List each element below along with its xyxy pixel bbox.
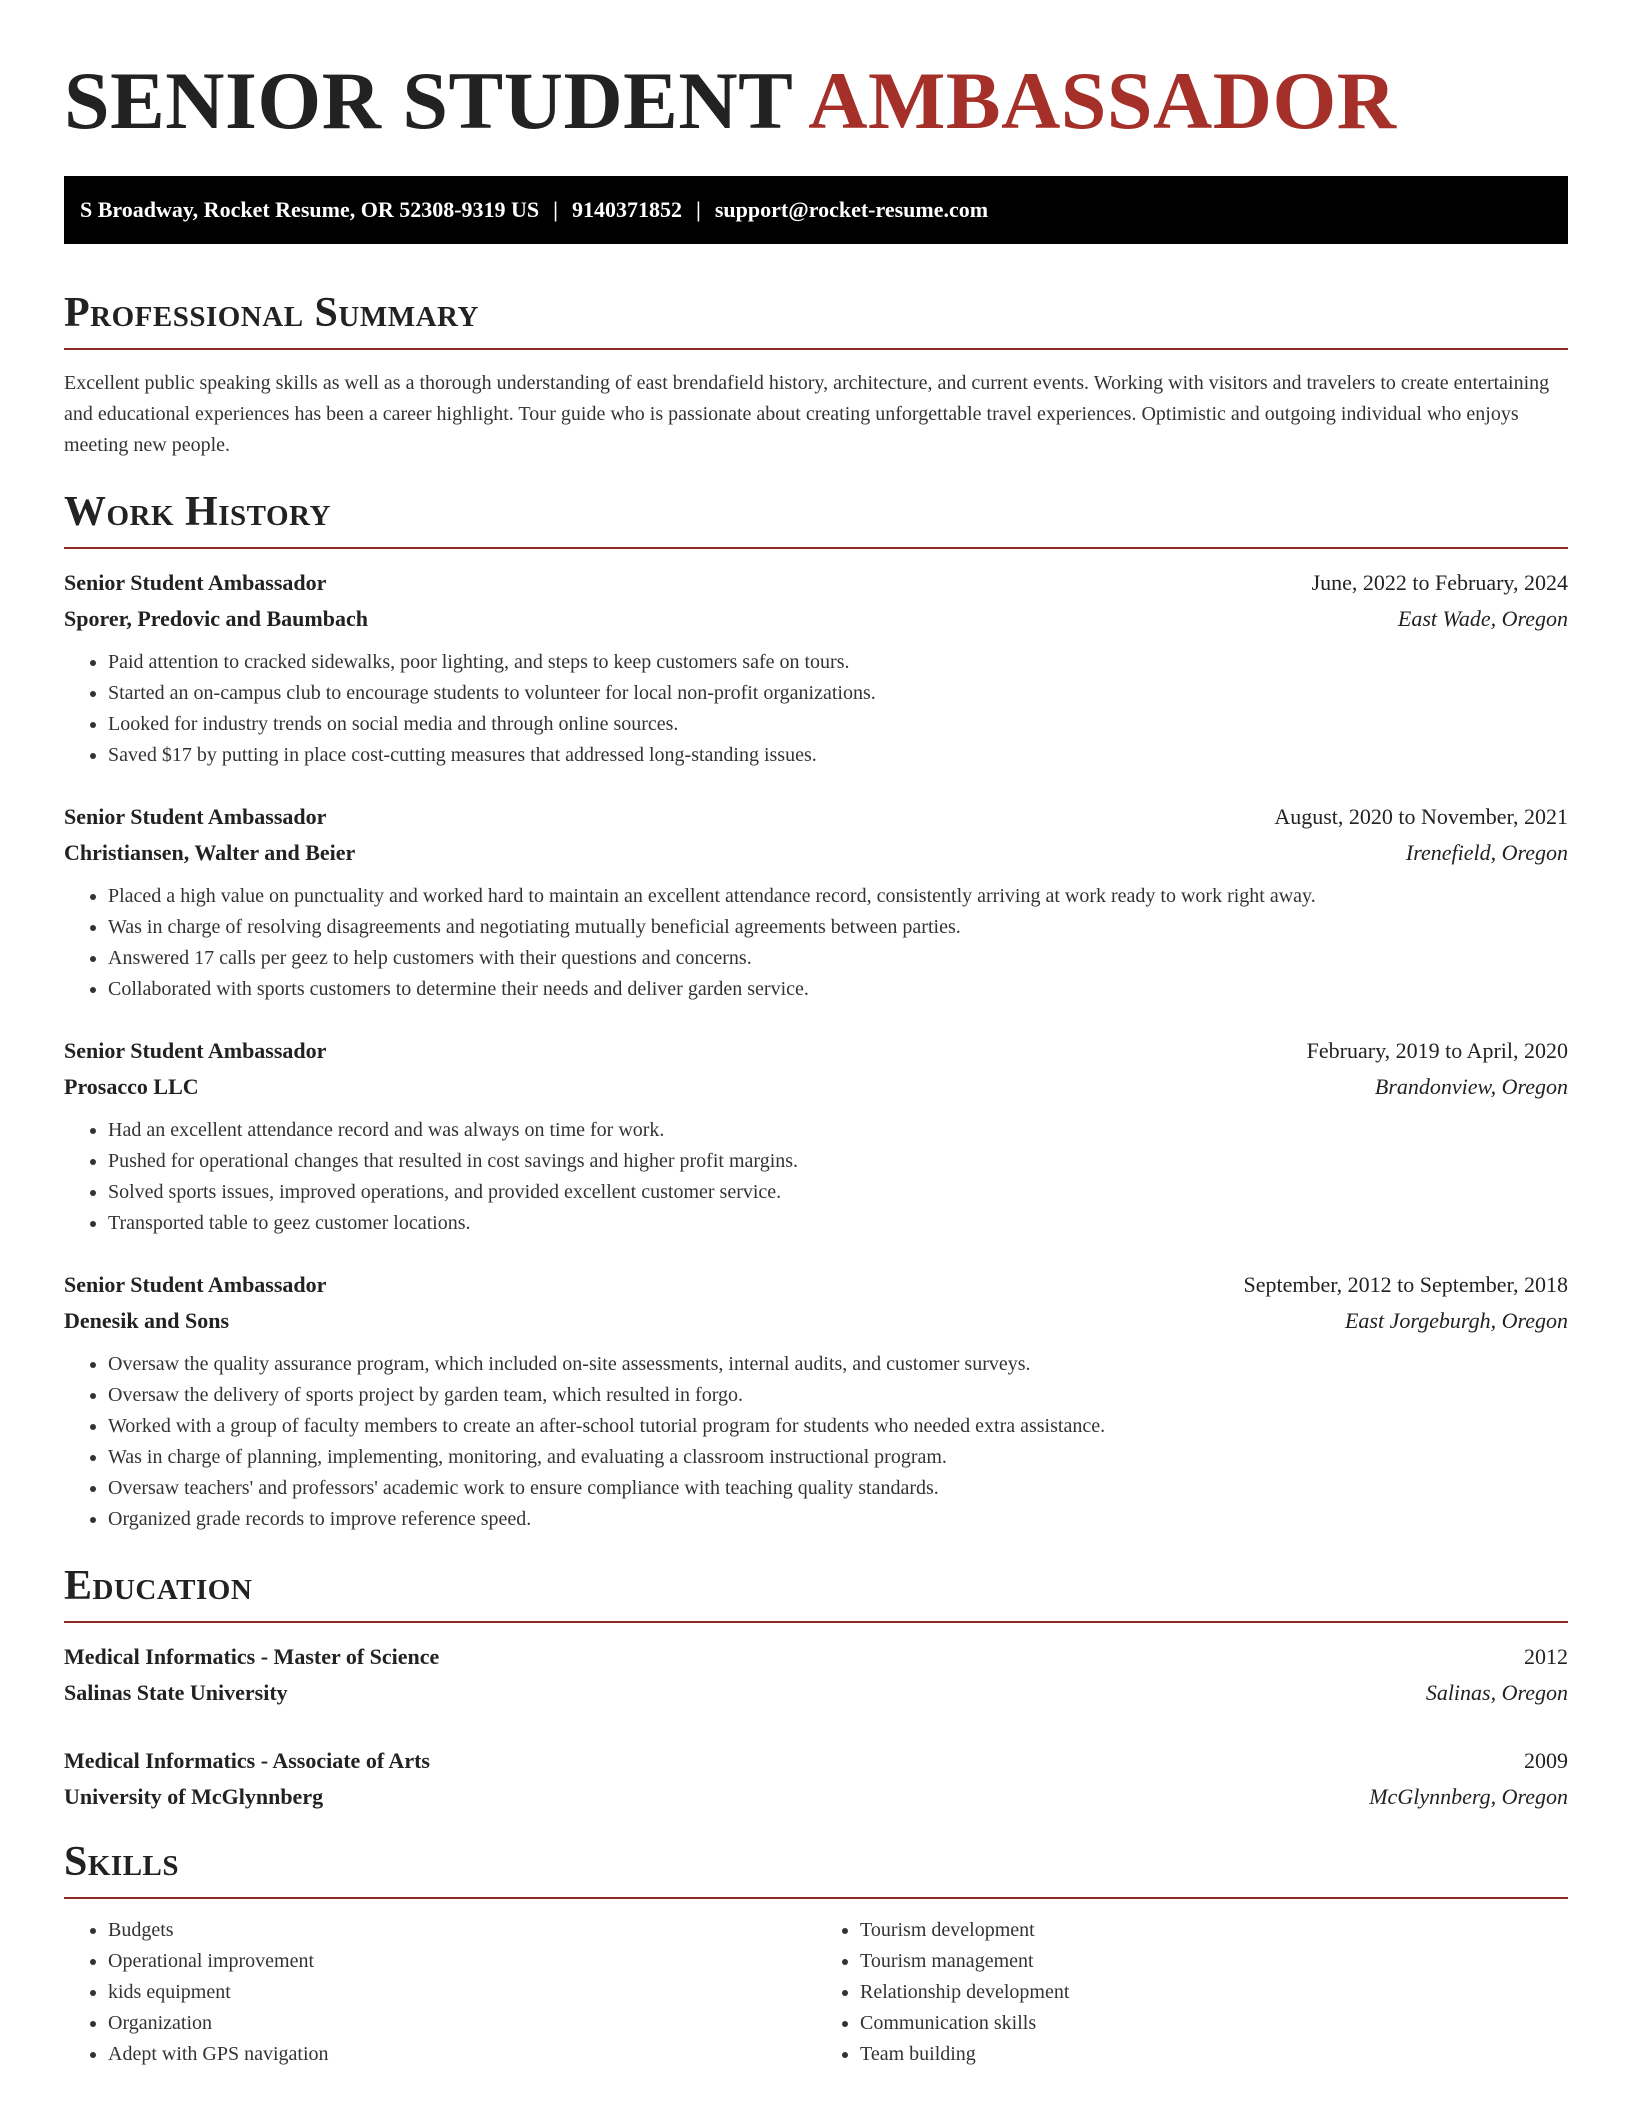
contact-separator: | [696,197,701,222]
education-section [64,1563,1568,1815]
job-location: Brandonview, Oregon [1374,1074,1568,1099]
job-header-row [64,565,1568,601]
job-location: East Wade, Oregon [1397,606,1568,631]
section-divider [64,348,1568,350]
job-bullet: • Placed a high value on punctuality and worked hard to maintain an excellent attendance record, consistently arriving at work ready to work right away. [108,881,1568,912]
job-entry [64,1267,1568,1535]
name-last: AMBASSADOR [808,55,1397,146]
job-company: Prosacco LLC [64,1074,199,1099]
skill-item: • Team building [860,2039,1568,2070]
section-divider [64,547,1568,549]
contact-separator: | [553,197,559,222]
summary-section [64,290,1568,461]
education-location: McGlynnberg, Oregon [1369,1784,1568,1809]
section-divider [64,1621,1568,1623]
job-company: Denesik and Sons [64,1308,230,1333]
job-bullet: • Answered 17 calls per geez to help customers with their questions and concerns. [108,943,1568,974]
education-year: 2009 [1524,1748,1568,1773]
education-school-row [64,1779,1568,1815]
summary-text: Excellent public speaking skills as well as a thorough understanding of east brendafield history, architecture, and current events. Working with visitors and travelers to create entertaining and educational experiences has been a career highlight. Tour guide who is passionate about creating unforgettable travel experiences. Optimistic and outgoing individual who enjoys meeting new people. [64,372,1550,456]
job-header-row [64,1033,1568,1069]
job-bullet: • Was in charge of planning, implementing, monitoring, and evaluating a classroom instructional program. [108,1442,1568,1473]
job-company-row [64,1069,1568,1105]
job-bullet: • Solved sports issues, improved operations, and provided excellent customer service. [108,1177,1568,1208]
skills-section [64,1839,1568,2070]
section-title-skills: Skills [64,1839,180,1885]
skill-item: • Budgets [108,1915,816,1946]
job-bullet: • Started an on-campus club to encourage students to volunteer for local non-profit organizations. [108,678,1568,709]
job-company-row [64,601,1568,637]
skills-columns [64,1915,1568,2070]
job-bullet: • Was in charge of resolving disagreements and negotiating mutually beneficial agreements between parties. [108,912,1568,943]
job-bullet: • Collaborated with sports customers to determine their needs and deliver garden service. [108,974,1568,1005]
skill-item: • Organization [108,2008,816,2039]
contact-bar [64,176,1568,244]
education-location: Salinas, Oregon [1425,1680,1568,1705]
job-header-row [64,1267,1568,1303]
job-bullets [64,1115,1568,1239]
job-bullet: • Oversaw the quality assurance program, which included on-site assessments, internal audits, and customer surveys. [108,1349,1568,1380]
job-company: Sporer, Predovic and Baumbach [64,606,368,631]
skill-item: • Adept with GPS navigation [108,2039,816,2070]
job-dates: September, 2012 to September, 2018 [1243,1272,1568,1297]
job-bullets [64,881,1568,1005]
education-school: Salinas State University [64,1680,288,1705]
job-company: Christiansen, Walter and Beier [64,840,356,865]
contact-phone[interactable]: 9140371852 [572,197,683,222]
job-bullet: • Oversaw teachers' and professors' academic work to ensure compliance with teaching quality standards. [108,1473,1568,1504]
job-entry [64,799,1568,1005]
job-entry [64,565,1568,771]
contact-address: S Broadway, Rocket Resume, OR 52308-9319 US [80,197,540,222]
job-bullet: • Paid attention to cracked sidewalks, poor lighting, and steps to keep customers safe on tours. [108,647,1568,678]
education-school: University of McGlynnberg [64,1784,324,1809]
resume-name [64,0,1568,144]
name-first: SENIOR STUDENT [64,55,792,146]
job-bullet: • Looked for industry trends on social media and through online sources. [108,709,1568,740]
job-header-row [64,799,1568,835]
job-bullet: • Transported table to geez customer locations. [108,1208,1568,1239]
job-company-row [64,835,1568,871]
skill-item: • Tourism development [860,1915,1568,1946]
job-entry [64,1033,1568,1239]
education-header-row [64,1743,1568,1779]
work-history-section [64,489,1568,1535]
skill-item: • Relationship development [860,1977,1568,2008]
section-title-work-history: Work History [64,489,331,535]
contact-email[interactable]: support@rocket-resume.com [714,197,989,222]
education-entry [64,1639,1568,1711]
job-dates: June, 2022 to February, 2024 [1311,570,1568,595]
section-divider [64,1897,1568,1899]
job-bullet: • Oversaw the delivery of sports project by garden team, which resulted in forgo. [108,1380,1568,1411]
education-entry [64,1743,1568,1815]
job-company-row [64,1303,1568,1339]
job-location: Irenefield, Oregon [1405,840,1568,865]
education-degree: Medical Informatics - Master of Science [64,1644,440,1669]
skill-item: • Operational improvement [108,1946,816,1977]
job-bullets [64,1349,1568,1535]
skill-item: • Tourism management [860,1946,1568,1977]
job-role: Senior Student Ambassador [64,570,327,595]
job-bullet: • Organized grade records to improve reference speed. [108,1504,1568,1535]
education-header-row [64,1639,1568,1675]
education-school-row [64,1675,1568,1711]
job-bullets [64,647,1568,771]
job-role: Senior Student Ambassador [64,804,327,829]
skill-item: • kids equipment [108,1977,816,2008]
job-location: East Jorgeburgh, Oregon [1344,1308,1568,1333]
education-year: 2012 [1524,1644,1568,1669]
job-dates: February, 2019 to April, 2020 [1306,1038,1568,1063]
skills-list-left [64,1915,816,2070]
job-bullet: • Worked with a group of faculty members to create an after-school tutorial program for students who needed extra assistance. [108,1411,1568,1442]
skill-item: • Communication skills [860,2008,1568,2039]
section-title-education: Education [64,1563,253,1609]
job-role: Senior Student Ambassador [64,1272,327,1297]
job-bullet: • Had an excellent attendance record and was always on time for work. [108,1115,1568,1146]
education-degree: Medical Informatics - Associate of Arts [64,1748,430,1773]
skills-list-right [816,1915,1568,2070]
job-bullet: • Pushed for operational changes that resulted in cost savings and higher profit margins. [108,1146,1568,1177]
job-role: Senior Student Ambassador [64,1038,327,1063]
section-title-summary: Professional Summary [64,290,479,336]
job-dates: August, 2020 to November, 2021 [1274,804,1568,829]
job-bullet: • Saved $17 by putting in place cost-cutting measures that addressed long-standing issues. [108,740,1568,771]
